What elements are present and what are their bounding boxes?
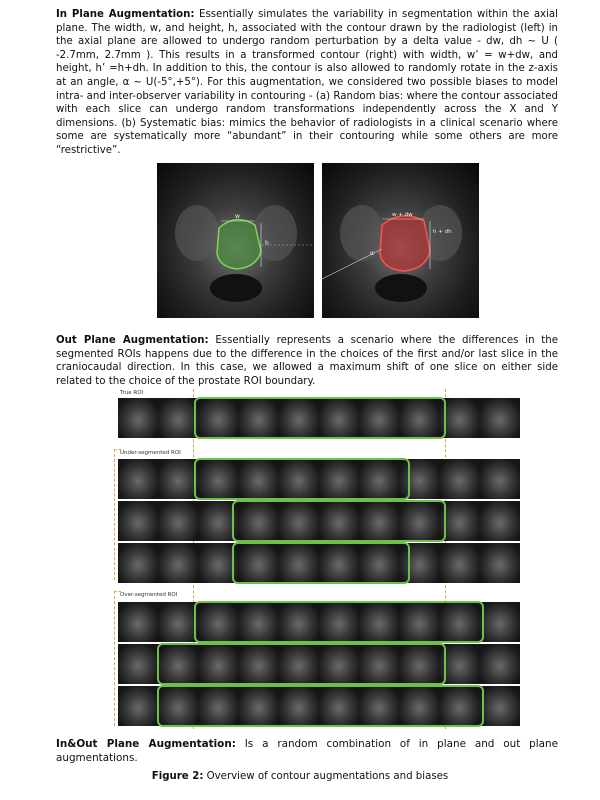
true-roi-label: True ROI — [120, 390, 144, 396]
in-out-plane-heading: In&Out Plane Augmentation: — [56, 738, 236, 750]
label-w: w — [235, 213, 240, 220]
in-plane-paragraph — [56, 8, 558, 158]
label-h: h — [265, 240, 269, 247]
roi-box-over-2 — [157, 643, 446, 685]
label-alpha: α — [370, 250, 374, 257]
figure-caption-text: Overview of contour augmentations and biases — [203, 771, 449, 782]
out-plane-paragraph — [56, 334, 558, 388]
roi-box-under-1 — [194, 458, 410, 500]
roi-box-true — [194, 397, 446, 439]
under-segmented-label: Under-segmented ROI — [120, 450, 181, 456]
figure-caption — [0, 771, 600, 782]
over-segmented-label: Over-segmented ROI — [120, 592, 178, 598]
roi-box-under-2 — [232, 500, 446, 542]
in-plane-heading: In Plane Augmentation: — [56, 9, 195, 20]
roi-box-under-3 — [232, 542, 410, 584]
roi-box-over-3 — [157, 685, 484, 727]
mri-transformed-contour-image — [322, 163, 479, 318]
label-w-prime: w + dw — [392, 212, 413, 218]
label-h-prime: h + dh — [433, 229, 452, 235]
in-out-plane-text: Is a random combination of in plane and out plane augmentations. — [56, 738, 558, 764]
roi-box-over-1 — [194, 601, 484, 643]
out-plane-heading: Out Plane Augmentation: — [56, 335, 209, 346]
figure-caption-heading: Figure 2: — [151, 771, 204, 782]
in-out-plane-paragraph — [56, 738, 558, 765]
mri-original-contour-image — [157, 163, 314, 318]
in-plane-text: Essentially simulates the variability in segmentation within the axial plane. The width, w, and height, h, associated with the contour drawn by the radiologist (left) in the axial plane are allowed to undergo random perturbation by a delta value - dw, dh ~ U ( -2.7mm, 2.7mm ). This results in a transformed contour (right) with width, w’ = w+dw, and height, h’ =h+dh. In addition to this, the contour is also allowed to randomly rotate in the z-axis at an angle, α ~ U(-5°,+5°). For this augmentation, we considered two possible biases to model intra- and inter-observer variability in contouring - (a) Random bias: where the contour associated with each slice can undergo random transformations independently across the X and Y dimensions. (b) Systematic bias: mimics the behavior of radiologists in a clinical scenario where some are systematically more “abundant” in their contouring while some others are more “restrictive”. — [56, 9, 558, 156]
out-plane-text: Essentially represents a scenario where the differences in the segmented ROIs happens due to the difference in the choices of the first and/or last slice in the craniocaudal direction. In this case, we allowed a maximum shift of one slice on either side related to the choice of the prostate ROI boundary. — [56, 335, 559, 387]
